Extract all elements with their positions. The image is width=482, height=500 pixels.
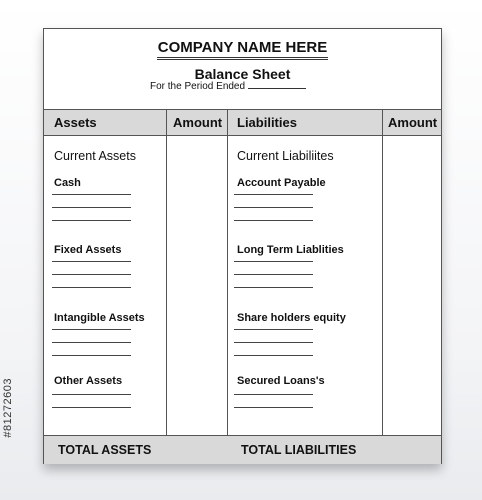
entry-line[interactable] xyxy=(234,329,313,330)
column-divider xyxy=(227,109,228,463)
entry-line[interactable] xyxy=(52,407,131,408)
entry-line[interactable] xyxy=(52,355,131,356)
column-divider xyxy=(382,109,383,463)
amount-column-header-right: Amount xyxy=(388,115,438,130)
cash-label: Cash xyxy=(54,177,81,189)
total-liabilities-label: TOTAL LIABILITIES xyxy=(241,443,357,457)
account-payable-label: Account Payable xyxy=(237,177,326,189)
other-assets-label: Other Assets xyxy=(54,375,123,387)
entry-line[interactable] xyxy=(52,329,131,330)
shareholders-equity-label: Share holders equity xyxy=(237,312,346,324)
period-blank[interactable] xyxy=(248,88,306,89)
current-liabilities-heading: Current Liabiliites xyxy=(237,149,334,163)
entry-line[interactable] xyxy=(52,220,131,221)
period-label: For the Period Ended xyxy=(150,81,246,92)
total-assets-label: TOTAL ASSETS xyxy=(58,443,152,457)
entry-line[interactable] xyxy=(52,394,131,395)
fixed-assets-label: Fixed Assets xyxy=(54,244,122,256)
entry-line[interactable] xyxy=(234,287,313,288)
entry-line[interactable] xyxy=(52,194,131,195)
entry-line[interactable] xyxy=(52,274,131,275)
entry-line[interactable] xyxy=(234,342,313,343)
entry-line[interactable] xyxy=(234,194,313,195)
totals-row xyxy=(44,435,441,464)
long-term-liabilities-label: Long Term Liablities xyxy=(237,244,344,256)
entry-line[interactable] xyxy=(234,355,313,356)
company-name: COMPANY NAME HERE xyxy=(157,39,328,60)
entry-line[interactable] xyxy=(234,407,313,408)
assets-column-header: Assets xyxy=(54,115,97,130)
form-header xyxy=(44,29,441,109)
current-assets-heading: Current Assets xyxy=(54,149,136,163)
entry-line[interactable] xyxy=(52,261,131,262)
entry-line[interactable] xyxy=(52,287,131,288)
entry-line[interactable] xyxy=(234,207,313,208)
entry-line[interactable] xyxy=(52,207,131,208)
intangible-assets-label: Intangible Assets xyxy=(54,312,145,324)
balance-sheet-form xyxy=(43,28,442,464)
entry-line[interactable] xyxy=(234,220,313,221)
entry-line[interactable] xyxy=(234,394,313,395)
amount-column-header-left: Amount xyxy=(173,115,223,130)
liabilities-column-header: Liabilities xyxy=(237,115,297,130)
period-line xyxy=(150,81,306,92)
entry-line[interactable] xyxy=(234,274,313,275)
entry-line[interactable] xyxy=(234,261,313,262)
sheet-title: Balance Sheet xyxy=(194,66,291,82)
secured-loans-label: Secured Loans's xyxy=(237,375,325,387)
column-divider xyxy=(166,109,167,463)
stock-id-watermark: #81272603 xyxy=(2,378,14,438)
entry-line[interactable] xyxy=(52,342,131,343)
